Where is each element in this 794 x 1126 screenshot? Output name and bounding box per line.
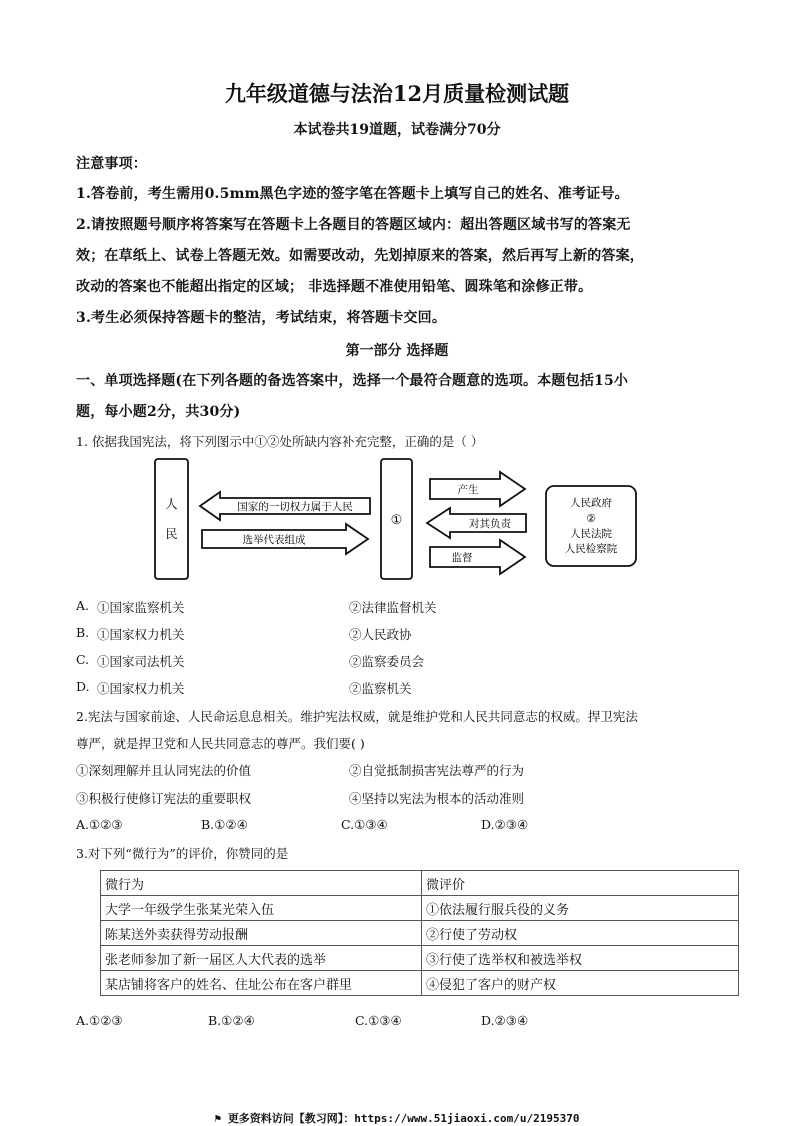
mid-box-text: ① [390, 513, 403, 528]
table-cell: 大学一年级学生张某光荣入伍 [101, 896, 422, 921]
q3-answer-c: C.①③④ [355, 1013, 402, 1028]
q3-answer-b: B.①②④ [208, 1013, 255, 1028]
people-text-bottom: 民 [165, 527, 178, 541]
q2-statement-4: ④坚持以宪法为根本的活动准则 [349, 791, 525, 806]
footer-link[interactable] [0, 1110, 794, 1126]
arrow-supervise-label: 监督 [451, 552, 473, 564]
organ-court: 人民法院 [570, 528, 612, 540]
q2-answer-d: D.②③④ [481, 817, 529, 832]
people-box [155, 459, 188, 579]
note-line-4: 改动的答案也不能超出指定的区域； 非选择题不准使用铅笔、圆珠笔和涂修正带。 [76, 279, 593, 295]
organ-blank: ② [586, 512, 596, 525]
arrow-supervise [430, 540, 525, 574]
q3-answer-a: A.①②③ [76, 1013, 123, 1028]
q1-option-a-first: ①国家监察机关 [97, 600, 185, 615]
part-intro-line-1: 一、单项选择题(在下列各题的备选答案中，选择一个最符合题意的选项。本题包括15小 [76, 373, 629, 389]
page-subtitle: 本试卷共19道题，试卷满分70分 [293, 122, 501, 138]
q1-option-c-label: C. [76, 652, 90, 667]
table-cell: 陈某送外卖获得劳动报酬 [101, 921, 422, 946]
page-title: 九年级道德与法治12月质量检测试题 [224, 81, 570, 106]
footer-text: 更多资料访问【教习网】：https://www.51jiaoxi.com/u/2195370 [227, 1112, 580, 1125]
note-line-2: 2.请按照题号顺序将答案写在答题卡上各题目的答题区域内：超出答题区域书写的答案无 [76, 217, 631, 233]
table-cell: ①依法履行服兵役的义务 [422, 896, 739, 921]
q2-statement-2: ②自觉抵制损害宪法尊严的行为 [349, 763, 525, 778]
table-cell: ③行使了选举权和被选举权 [422, 946, 739, 971]
q1-option-b-second: ②人民政协 [349, 627, 412, 642]
notes-heading: 注意事项： [76, 156, 147, 172]
q1-option-d-label: D. [76, 679, 90, 694]
q2-statement-1: ①深刻理解并且认同宪法的价值 [76, 763, 252, 778]
arrow-power-belongs-label: 国家的一切权力属于人民 [237, 501, 353, 513]
table-cell: ④侵犯了客户的财产权 [422, 971, 739, 996]
q3-table [100, 870, 739, 996]
q1-option-b-first: ①国家权力机关 [97, 627, 185, 642]
q2-answer-a: A.①②③ [76, 817, 123, 832]
q3-answer-d: D.②③④ [481, 1013, 529, 1028]
table-cell: 张老师参加了新一届区人大代表的选举 [101, 946, 422, 971]
q1-stem: 1. 依据我国宪法，将下列图示中①②处所缺内容补充完整，正确的是（ ） [76, 434, 484, 449]
organ-procuratorate: 人民检察院 [564, 543, 618, 555]
table-row [101, 946, 739, 971]
table-header-row [101, 871, 739, 896]
table-row [101, 971, 739, 996]
q2-stem-line-2: 尊严，就是捍卫党和人民共同意志的尊严。我们要( ) [76, 736, 365, 751]
q1-option-c-first: ①国家司法机关 [97, 654, 185, 669]
table-header-cell: 微行为 [101, 871, 422, 896]
section-title: 第一部分 选择题 [345, 343, 449, 359]
table-row [101, 921, 739, 946]
q1-option-d-first: ①国家权力机关 [97, 681, 185, 696]
flag-icon: ⚑ [214, 1112, 228, 1125]
table-cell: ②行使了劳动权 [422, 921, 739, 946]
arrow-elect-label: 选举代表组成 [242, 534, 306, 546]
people-text-top: 人 [165, 497, 178, 511]
q1-option-b-label: B. [76, 625, 90, 640]
table-row [101, 896, 739, 921]
q3-stem: 3.对下列“微行为”的评价，你赞同的是 [76, 846, 289, 861]
q2-stem-line-1: 2.宪法与国家前途、人民命运息息相关。维护宪法权威，就是维护党和人民共同意志的权威。捍卫宪法 [76, 709, 638, 724]
organ-government: 人民政府 [570, 497, 612, 509]
q1-diagram [150, 456, 640, 586]
q1-option-d-second: ②监察机关 [349, 681, 412, 696]
q1-option-c-second: ②监察委员会 [349, 654, 425, 669]
q1-option-a-second: ②法律监督机关 [349, 600, 437, 615]
table-header-cell: 微评价 [422, 871, 739, 896]
q2-answer-c: C.①③④ [341, 817, 388, 832]
arrow-responsible-label: 对其负责 [469, 518, 511, 530]
q2-statement-3: ③积极行使修订宪法的重要职权 [76, 791, 252, 806]
table-cell: 某店铺将客户的姓名、住址公布在客户群里 [101, 971, 422, 996]
note-line-5: 3.考生必须保持答题卡的整洁，考试结束，将答题卡交回。 [76, 310, 447, 326]
q2-answer-b: B.①②④ [201, 817, 248, 832]
q1-option-a-label: A. [76, 598, 90, 613]
note-line-3: 效；在草纸上、试卷上答题无效。如需要改动，先划掉原来的答案，然后再写上新的答案， [76, 248, 644, 264]
note-line-1: 1.答卷前，考生需用0.5mm黑色字迹的签字笔在答题卡上填写自己的姓名、准考证号。 [76, 186, 629, 202]
part-intro-line-2: 题，每小题2分，共30分) [76, 404, 241, 420]
arrow-produce-label: 产生 [457, 484, 479, 496]
